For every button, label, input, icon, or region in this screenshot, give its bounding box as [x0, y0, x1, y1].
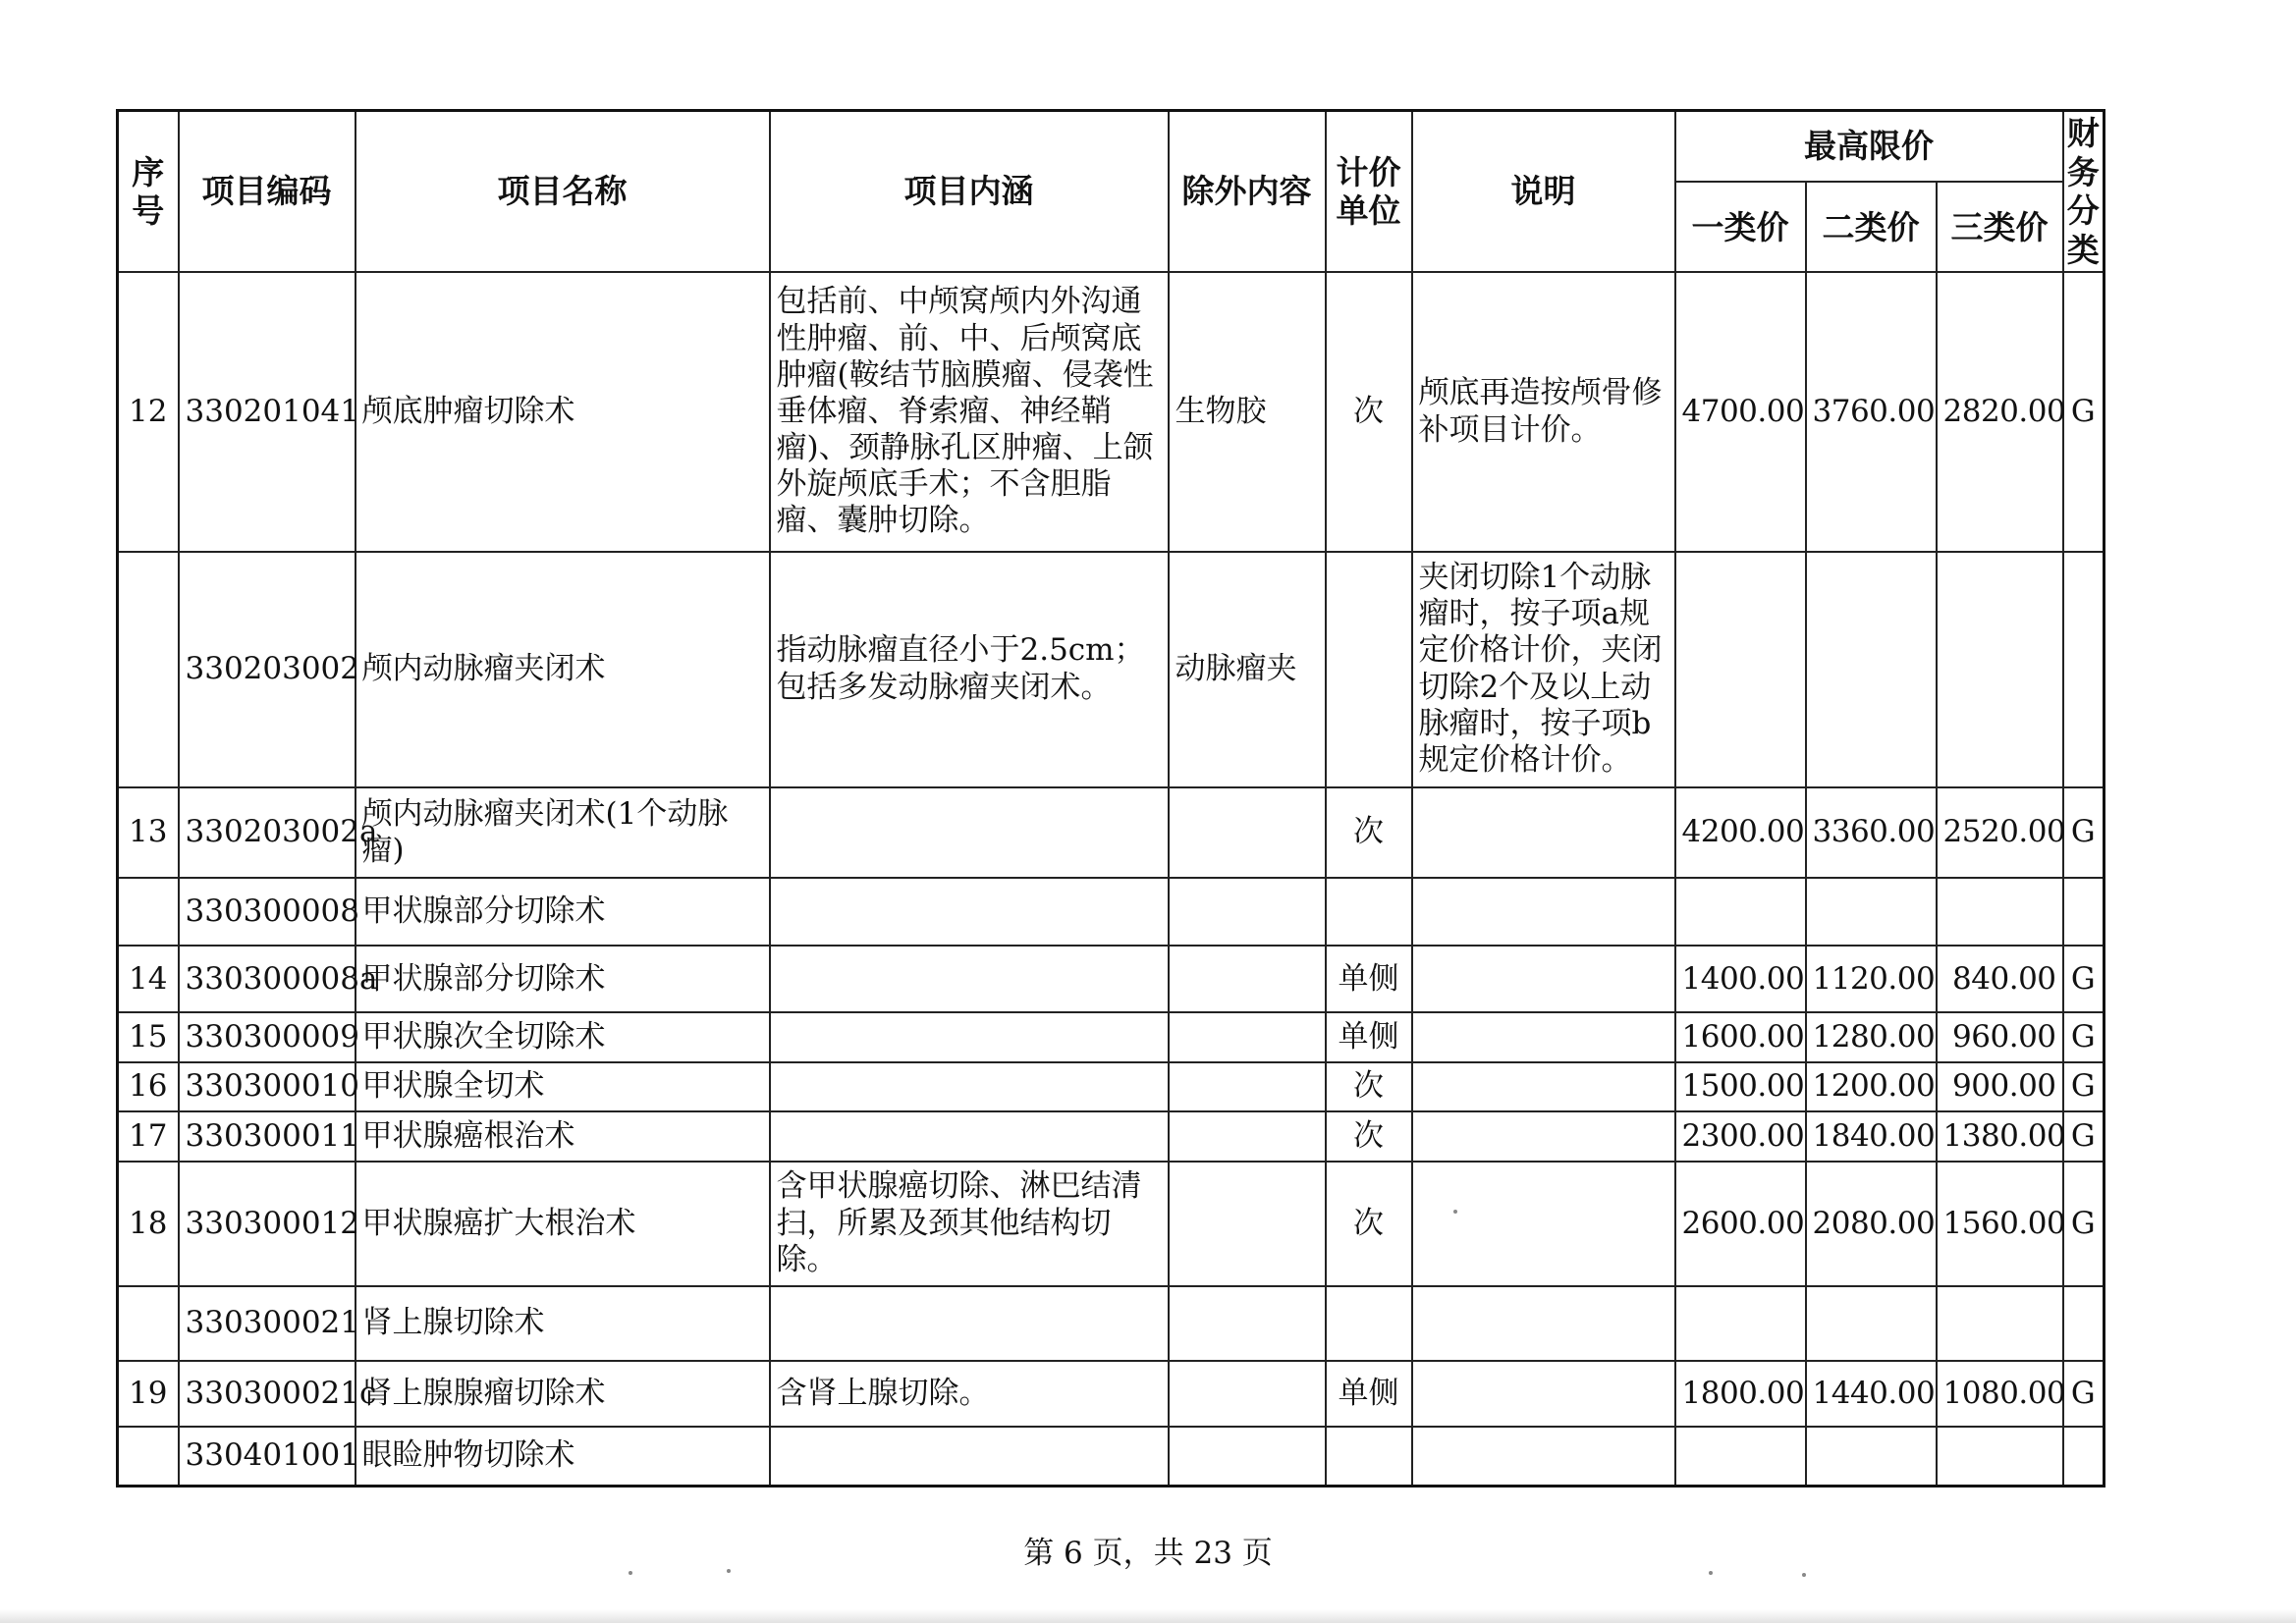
cell-finance: G — [2063, 787, 2105, 879]
cell-code: 330203002a — [179, 787, 355, 879]
cell-content: 含甲状腺癌切除、淋巴结清扫，所累及颈其他结构切除。 — [770, 1162, 1169, 1286]
cell-seq — [118, 552, 179, 787]
scan-speck — [629, 1571, 632, 1575]
cell-content: 包括前、中颅窝颅内外沟通性肿瘤、前、中、后颅窝底肿瘤(鞍结节脑膜瘤、侵袭性垂体瘤、脊索瘤、神经鞘瘤)、颈静脉孔区肿瘤、上颌外旋颅底手术；不含胆脂瘤、囊肿切除。 — [770, 272, 1169, 551]
cell-finance — [2063, 1427, 2105, 1487]
cell-code: 330300009 — [179, 1012, 355, 1061]
cell-note — [1412, 1361, 1675, 1427]
scan-speck — [727, 1569, 731, 1573]
cell-name: 颅内动脉瘤夹闭术 — [355, 552, 770, 787]
cell-price3 — [1937, 1427, 2063, 1487]
cell-price3 — [1937, 878, 2063, 946]
cell-excluded — [1169, 878, 1326, 946]
cell-note — [1412, 1427, 1675, 1487]
cell-unit: 次 — [1326, 787, 1412, 879]
header-unit: 计价单位 — [1326, 111, 1412, 273]
header-name: 项目名称 — [355, 111, 770, 273]
cell-price1: 2300.00 — [1675, 1111, 1806, 1161]
cell-unit: 单侧 — [1326, 1012, 1412, 1061]
cell-price3: 1560.00 — [1937, 1162, 2063, 1286]
cell-name: 甲状腺次全切除术 — [355, 1012, 770, 1061]
cell-unit: 次 — [1326, 272, 1412, 551]
cell-unit — [1326, 1427, 1412, 1487]
header-note: 说明 — [1412, 111, 1675, 273]
cell-excluded — [1169, 787, 1326, 879]
cell-price1: 1500.00 — [1675, 1062, 1806, 1111]
cell-price1 — [1675, 1427, 1806, 1487]
cell-note — [1412, 878, 1675, 946]
cell-price2: 1440.00 — [1806, 1361, 1937, 1427]
cell-price2 — [1806, 1427, 1937, 1487]
cell-price2: 1200.00 — [1806, 1062, 1937, 1111]
cell-price2: 1840.00 — [1806, 1111, 1937, 1161]
cell-unit: 次 — [1326, 1062, 1412, 1111]
cell-note — [1412, 1012, 1675, 1061]
cell-name: 肾上腺切除术 — [355, 1286, 770, 1362]
cell-finance: G — [2063, 1062, 2105, 1111]
cell-excluded — [1169, 1427, 1326, 1487]
cell-content — [770, 787, 1169, 879]
cell-finance: G — [2063, 1162, 2105, 1286]
cell-price3: 2820.00 — [1937, 272, 2063, 551]
cell-excluded — [1169, 946, 1326, 1013]
table-row — [118, 1012, 2105, 1061]
cell-content: 指动脉瘤直径小于2.5cm；包括多发动脉瘤夹闭术。 — [770, 552, 1169, 787]
cell-content — [770, 1062, 1169, 1111]
cell-price3: 960.00 — [1937, 1012, 2063, 1061]
cell-unit — [1326, 1286, 1412, 1362]
cell-note: 颅底再造按颅骨修补项目计价。 — [1412, 272, 1675, 551]
cell-content: 含肾上腺切除。 — [770, 1361, 1169, 1427]
cell-price2: 1120.00 — [1806, 946, 1937, 1013]
cell-code: 330300008a — [179, 946, 355, 1013]
cell-price1: 2600.00 — [1675, 1162, 1806, 1286]
table-row — [118, 552, 2105, 787]
table-row — [118, 1162, 2105, 1286]
cell-name: 颅底肿瘤切除术 — [355, 272, 770, 551]
table-row — [118, 1111, 2105, 1161]
cell-name: 甲状腺全切术 — [355, 1062, 770, 1111]
cell-price2: 2080.00 — [1806, 1162, 1937, 1286]
cell-finance: G — [2063, 1012, 2105, 1061]
table-row — [118, 1427, 2105, 1487]
cell-excluded — [1169, 1062, 1326, 1111]
cell-code: 330201041 — [179, 272, 355, 551]
cell-price2: 3760.00 — [1806, 272, 1937, 551]
cell-seq — [118, 878, 179, 946]
cell-name: 甲状腺部分切除术 — [355, 878, 770, 946]
cell-unit: 次 — [1326, 1162, 1412, 1286]
cell-price3: 1080.00 — [1937, 1361, 2063, 1427]
cell-note — [1412, 1162, 1675, 1286]
cell-note: 夹闭切除1个动脉瘤时，按子项a规定价格计价，夹闭切除2个及以上动脉瘤时，按子项b规定价格计价。 — [1412, 552, 1675, 787]
cell-price3 — [1937, 552, 2063, 787]
cell-note — [1412, 946, 1675, 1013]
cell-price1: 4200.00 — [1675, 787, 1806, 879]
cell-finance — [2063, 1286, 2105, 1362]
cell-seq: 12 — [118, 272, 179, 551]
cell-seq: 17 — [118, 1111, 179, 1161]
header-price1: 一类价 — [1675, 182, 1806, 272]
cell-seq: 13 — [118, 787, 179, 879]
cell-name: 肾上腺腺瘤切除术 — [355, 1361, 770, 1427]
cell-price2: 3360.00 — [1806, 787, 1937, 879]
header-code: 项目编码 — [179, 111, 355, 273]
cell-price1 — [1675, 1286, 1806, 1362]
cell-name: 甲状腺癌根治术 — [355, 1111, 770, 1161]
page-edge-shadow — [0, 1609, 2296, 1623]
cell-seq: 15 — [118, 1012, 179, 1061]
cell-finance: G — [2063, 1111, 2105, 1161]
cell-finance: G — [2063, 1361, 2105, 1427]
scan-speck — [1453, 1210, 1457, 1214]
cell-finance — [2063, 552, 2105, 787]
table-row — [118, 787, 2105, 879]
table-header — [118, 111, 2105, 273]
cell-excluded — [1169, 1012, 1326, 1061]
cell-code: 330300010 — [179, 1062, 355, 1111]
cell-code: 330203002 — [179, 552, 355, 787]
page-number: 第 6 页，共 23 页 — [1023, 1536, 1273, 1571]
cell-content — [770, 878, 1169, 946]
cell-finance: G — [2063, 272, 2105, 551]
cell-name: 甲状腺部分切除术 — [355, 946, 770, 1013]
cell-code: 330300021 — [179, 1286, 355, 1362]
header-content: 项目内涵 — [770, 111, 1169, 273]
cell-price3 — [1937, 1286, 2063, 1362]
cell-seq: 19 — [118, 1361, 179, 1427]
cell-content — [770, 946, 1169, 1013]
cell-price3: 1380.00 — [1937, 1111, 2063, 1161]
cell-content — [770, 1012, 1169, 1061]
cell-excluded — [1169, 1286, 1326, 1362]
cell-name: 甲状腺癌扩大根治术 — [355, 1162, 770, 1286]
cell-price1 — [1675, 552, 1806, 787]
cell-excluded — [1169, 1162, 1326, 1286]
cell-name: 颅内动脉瘤夹闭术(1个动脉瘤) — [355, 787, 770, 879]
cell-unit: 单侧 — [1326, 1361, 1412, 1427]
cell-unit: 单侧 — [1326, 946, 1412, 1013]
cell-excluded — [1169, 1111, 1326, 1161]
cell-seq — [118, 1427, 179, 1487]
cell-unit: 次 — [1326, 1111, 1412, 1161]
table-body — [118, 272, 2105, 1486]
cell-price2 — [1806, 552, 1937, 787]
cell-price1: 4700.00 — [1675, 272, 1806, 551]
cell-seq: 14 — [118, 946, 179, 1013]
cell-price1: 1400.00 — [1675, 946, 1806, 1013]
scan-speck — [1802, 1573, 1806, 1577]
cell-excluded: 动脉瘤夹 — [1169, 552, 1326, 787]
cell-note — [1412, 787, 1675, 879]
cell-content — [770, 1111, 1169, 1161]
cell-finance — [2063, 878, 2105, 946]
header-price2: 二类价 — [1806, 182, 1937, 272]
scan-speck — [1709, 1571, 1713, 1575]
cell-seq: 18 — [118, 1162, 179, 1286]
cell-finance: G — [2063, 946, 2105, 1013]
cell-price2: 1280.00 — [1806, 1012, 1937, 1061]
cell-code: 330300011 — [179, 1111, 355, 1161]
cell-content — [770, 1427, 1169, 1487]
header-seq: 序号 — [118, 111, 179, 273]
cell-note — [1412, 1062, 1675, 1111]
header-price3: 三类价 — [1937, 182, 2063, 272]
cell-note — [1412, 1286, 1675, 1362]
cell-excluded: 生物胶 — [1169, 272, 1326, 551]
table-row — [118, 946, 2105, 1013]
cell-price2 — [1806, 878, 1937, 946]
price-table — [116, 109, 2105, 1488]
cell-price3: 900.00 — [1937, 1062, 2063, 1111]
cell-unit — [1326, 878, 1412, 946]
cell-code: 330300008 — [179, 878, 355, 946]
cell-code: 330401001 — [179, 1427, 355, 1487]
cell-code: 330300021c — [179, 1361, 355, 1427]
table-row — [118, 1062, 2105, 1111]
cell-name: 眼睑肿物切除术 — [355, 1427, 770, 1487]
table-row — [118, 1286, 2105, 1362]
table-row — [118, 272, 2105, 551]
table-row — [118, 1361, 2105, 1427]
cell-price3: 2520.00 — [1937, 787, 2063, 879]
cell-price1: 1800.00 — [1675, 1361, 1806, 1427]
cell-seq: 16 — [118, 1062, 179, 1111]
cell-price1: 1600.00 — [1675, 1012, 1806, 1061]
cell-content — [770, 1286, 1169, 1362]
table-row — [118, 878, 2105, 946]
cell-price2 — [1806, 1286, 1937, 1362]
header-excluded: 除外内容 — [1169, 111, 1326, 273]
cell-unit — [1326, 552, 1412, 787]
cell-code: 330300012 — [179, 1162, 355, 1286]
header-max-price: 最高限价 — [1675, 111, 2063, 183]
header-finance: 财务分类 — [2063, 111, 2105, 273]
cell-note — [1412, 1111, 1675, 1161]
cell-excluded — [1169, 1361, 1326, 1427]
cell-price1 — [1675, 878, 1806, 946]
cell-seq — [118, 1286, 179, 1362]
cell-price3: 840.00 — [1937, 946, 2063, 1013]
